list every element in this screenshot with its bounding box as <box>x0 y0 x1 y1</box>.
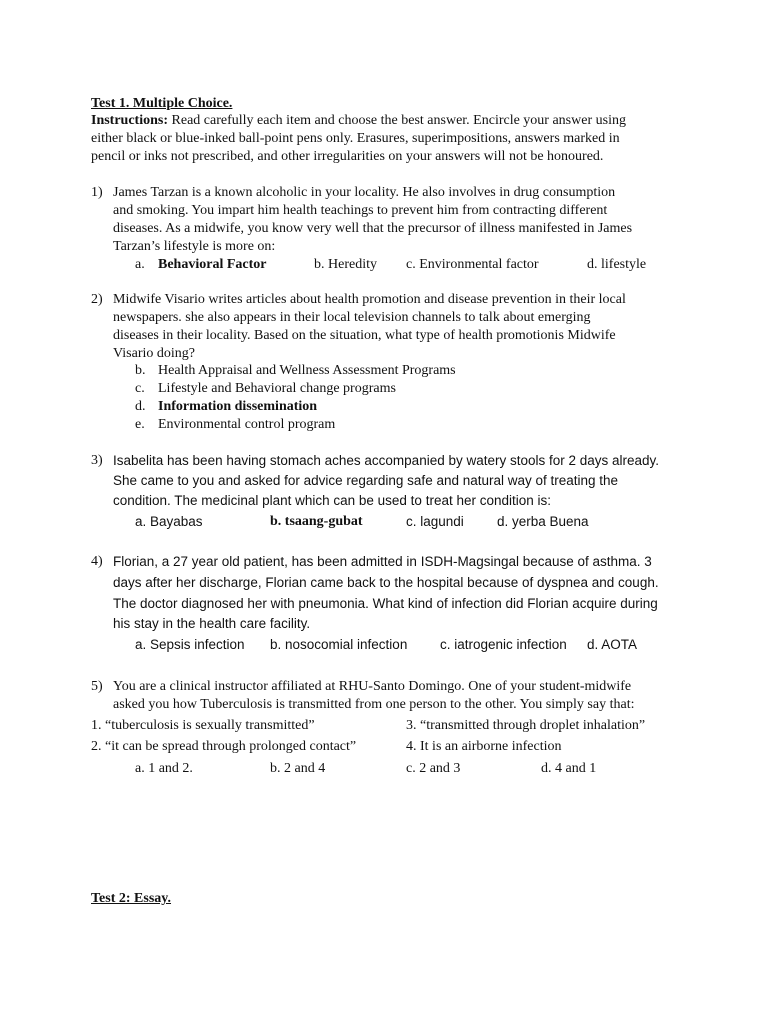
q5-option-b: b. 2 and 4 <box>270 761 326 776</box>
q4-line: days after her discharge, Florian came back to the hospital because of dyspnea and cough. <box>113 575 659 590</box>
q1-line: Tarzan’s lifestyle is more on: <box>113 239 276 254</box>
q1-option-d: d. lifestyle <box>587 257 647 272</box>
test1-title: Test 1. Multiple Choice. <box>91 96 233 111</box>
q4-line: The doctor diagnosed her with pneumonia. What kind of infection did Florian acquire during <box>113 596 658 611</box>
instructions-line-3: pencil or inks not prescribed, and other irregularities on your answers will not be honoured. <box>91 149 604 164</box>
q1-option-b: b. Heredity <box>314 257 377 272</box>
q2-option-text: Environmental control program <box>158 417 336 432</box>
q5-number: 5) <box>91 679 103 694</box>
q1-option-c: c. Environmental factor <box>406 257 539 272</box>
instructions-label: Instructions: <box>91 113 169 128</box>
q5-option-c: c. 2 and 3 <box>406 761 461 776</box>
q3-line: Isabelita has been having stomach aches accompanied by watery stools for 2 days already. <box>113 453 660 468</box>
q1-option-a: Behavioral Factor <box>158 257 267 272</box>
q2-option-text: Health Appraisal and Wellness Assessment Programs <box>158 363 456 378</box>
q2-option-letter: b. <box>135 363 146 378</box>
instructions-line-2: either black or blue-inked ball-point pens only. Erasures, superimpositions, answers marked in <box>91 131 620 146</box>
q5-line: You are a clinical instructor affiliated at RHU-Santo Domingo. One of your student-midwife <box>113 679 632 694</box>
q4-option-c: c. iatrogenic infection <box>440 637 567 652</box>
q2-option-letter: e. <box>135 417 145 432</box>
q2-option-text: Information dissemination <box>158 399 318 414</box>
q2-line: newspapers. she also appears in their local television channels to talk about emerging <box>113 310 591 325</box>
q1-line: diseases. As a midwife, you know very well that the precursor of illness manifested in James <box>113 221 633 236</box>
q2-line: Visario doing? <box>113 346 195 361</box>
q5-statement-3: 3. “transmitted through droplet inhalation” <box>406 718 646 733</box>
q1-option-a-letter: a. <box>135 257 145 272</box>
instructions-line-1 <box>91 112 626 130</box>
q2-line: diseases in their locality. Based on the situation, what type of health promotionis Midwife <box>113 328 616 343</box>
q1-line: James Tarzan is a known alcoholic in your locality. He also involves in drug consumption <box>113 185 616 200</box>
q3-option-d: d. yerba Buena <box>497 514 589 529</box>
q2-number: 2) <box>91 292 103 307</box>
q5-statement-1: 1. “tuberculosis is sexually transmitted” <box>91 718 315 733</box>
q2-option-text: Lifestyle and Behavioral change programs <box>158 381 396 396</box>
q3-option-b: b. tsaang-gubat <box>270 514 363 529</box>
q4-number: 4) <box>91 554 103 569</box>
q4-option-a: a. Sepsis infection <box>135 637 245 652</box>
q3-number: 3) <box>91 453 103 468</box>
q1-line: and smoking. You impart him health teachings to prevent him from contracting different <box>113 203 608 218</box>
q4-line: Florian, a 27 year old patient, has been admitted in ISDH-Magsingal because of asthma. 3 <box>113 554 652 569</box>
q1-number: 1) <box>91 185 103 200</box>
q5-line: asked you how Tuberculosis is transmitted from one person to the other. You simply say that: <box>113 697 635 712</box>
q5-option-d: d. 4 and 1 <box>541 761 597 776</box>
q5-option-a: a. 1 and 2. <box>135 761 193 776</box>
instructions-text-1: Read carefully each item and choose the best answer. Encircle your answer using <box>168 113 626 128</box>
q2-line: Midwife Visario writes articles about health promotion and disease prevention in their local <box>113 292 626 307</box>
q4-option-b: b. nosocomial infection <box>270 637 408 652</box>
q5-statement-2: 2. “it can be spread through prolonged contact” <box>91 739 357 754</box>
q3-line: condition. The medicinal plant which can be used to treat her condition is: <box>113 493 552 508</box>
q5-statement-4: 4. It is an airborne infection <box>406 739 562 754</box>
q4-option-d: d. AOTA <box>587 637 638 652</box>
q2-option-letter: d. <box>135 399 146 414</box>
test2-title: Test 2: Essay. <box>91 891 172 906</box>
q3-option-a: a. Bayabas <box>135 514 203 529</box>
q3-line: She came to you and asked for advice regarding safe and natural way of treating the <box>113 473 619 488</box>
q4-line: his stay in the health care facility. <box>113 616 311 631</box>
q2-option-letter: c. <box>135 381 145 396</box>
q3-option-c: c. lagundi <box>406 514 464 529</box>
